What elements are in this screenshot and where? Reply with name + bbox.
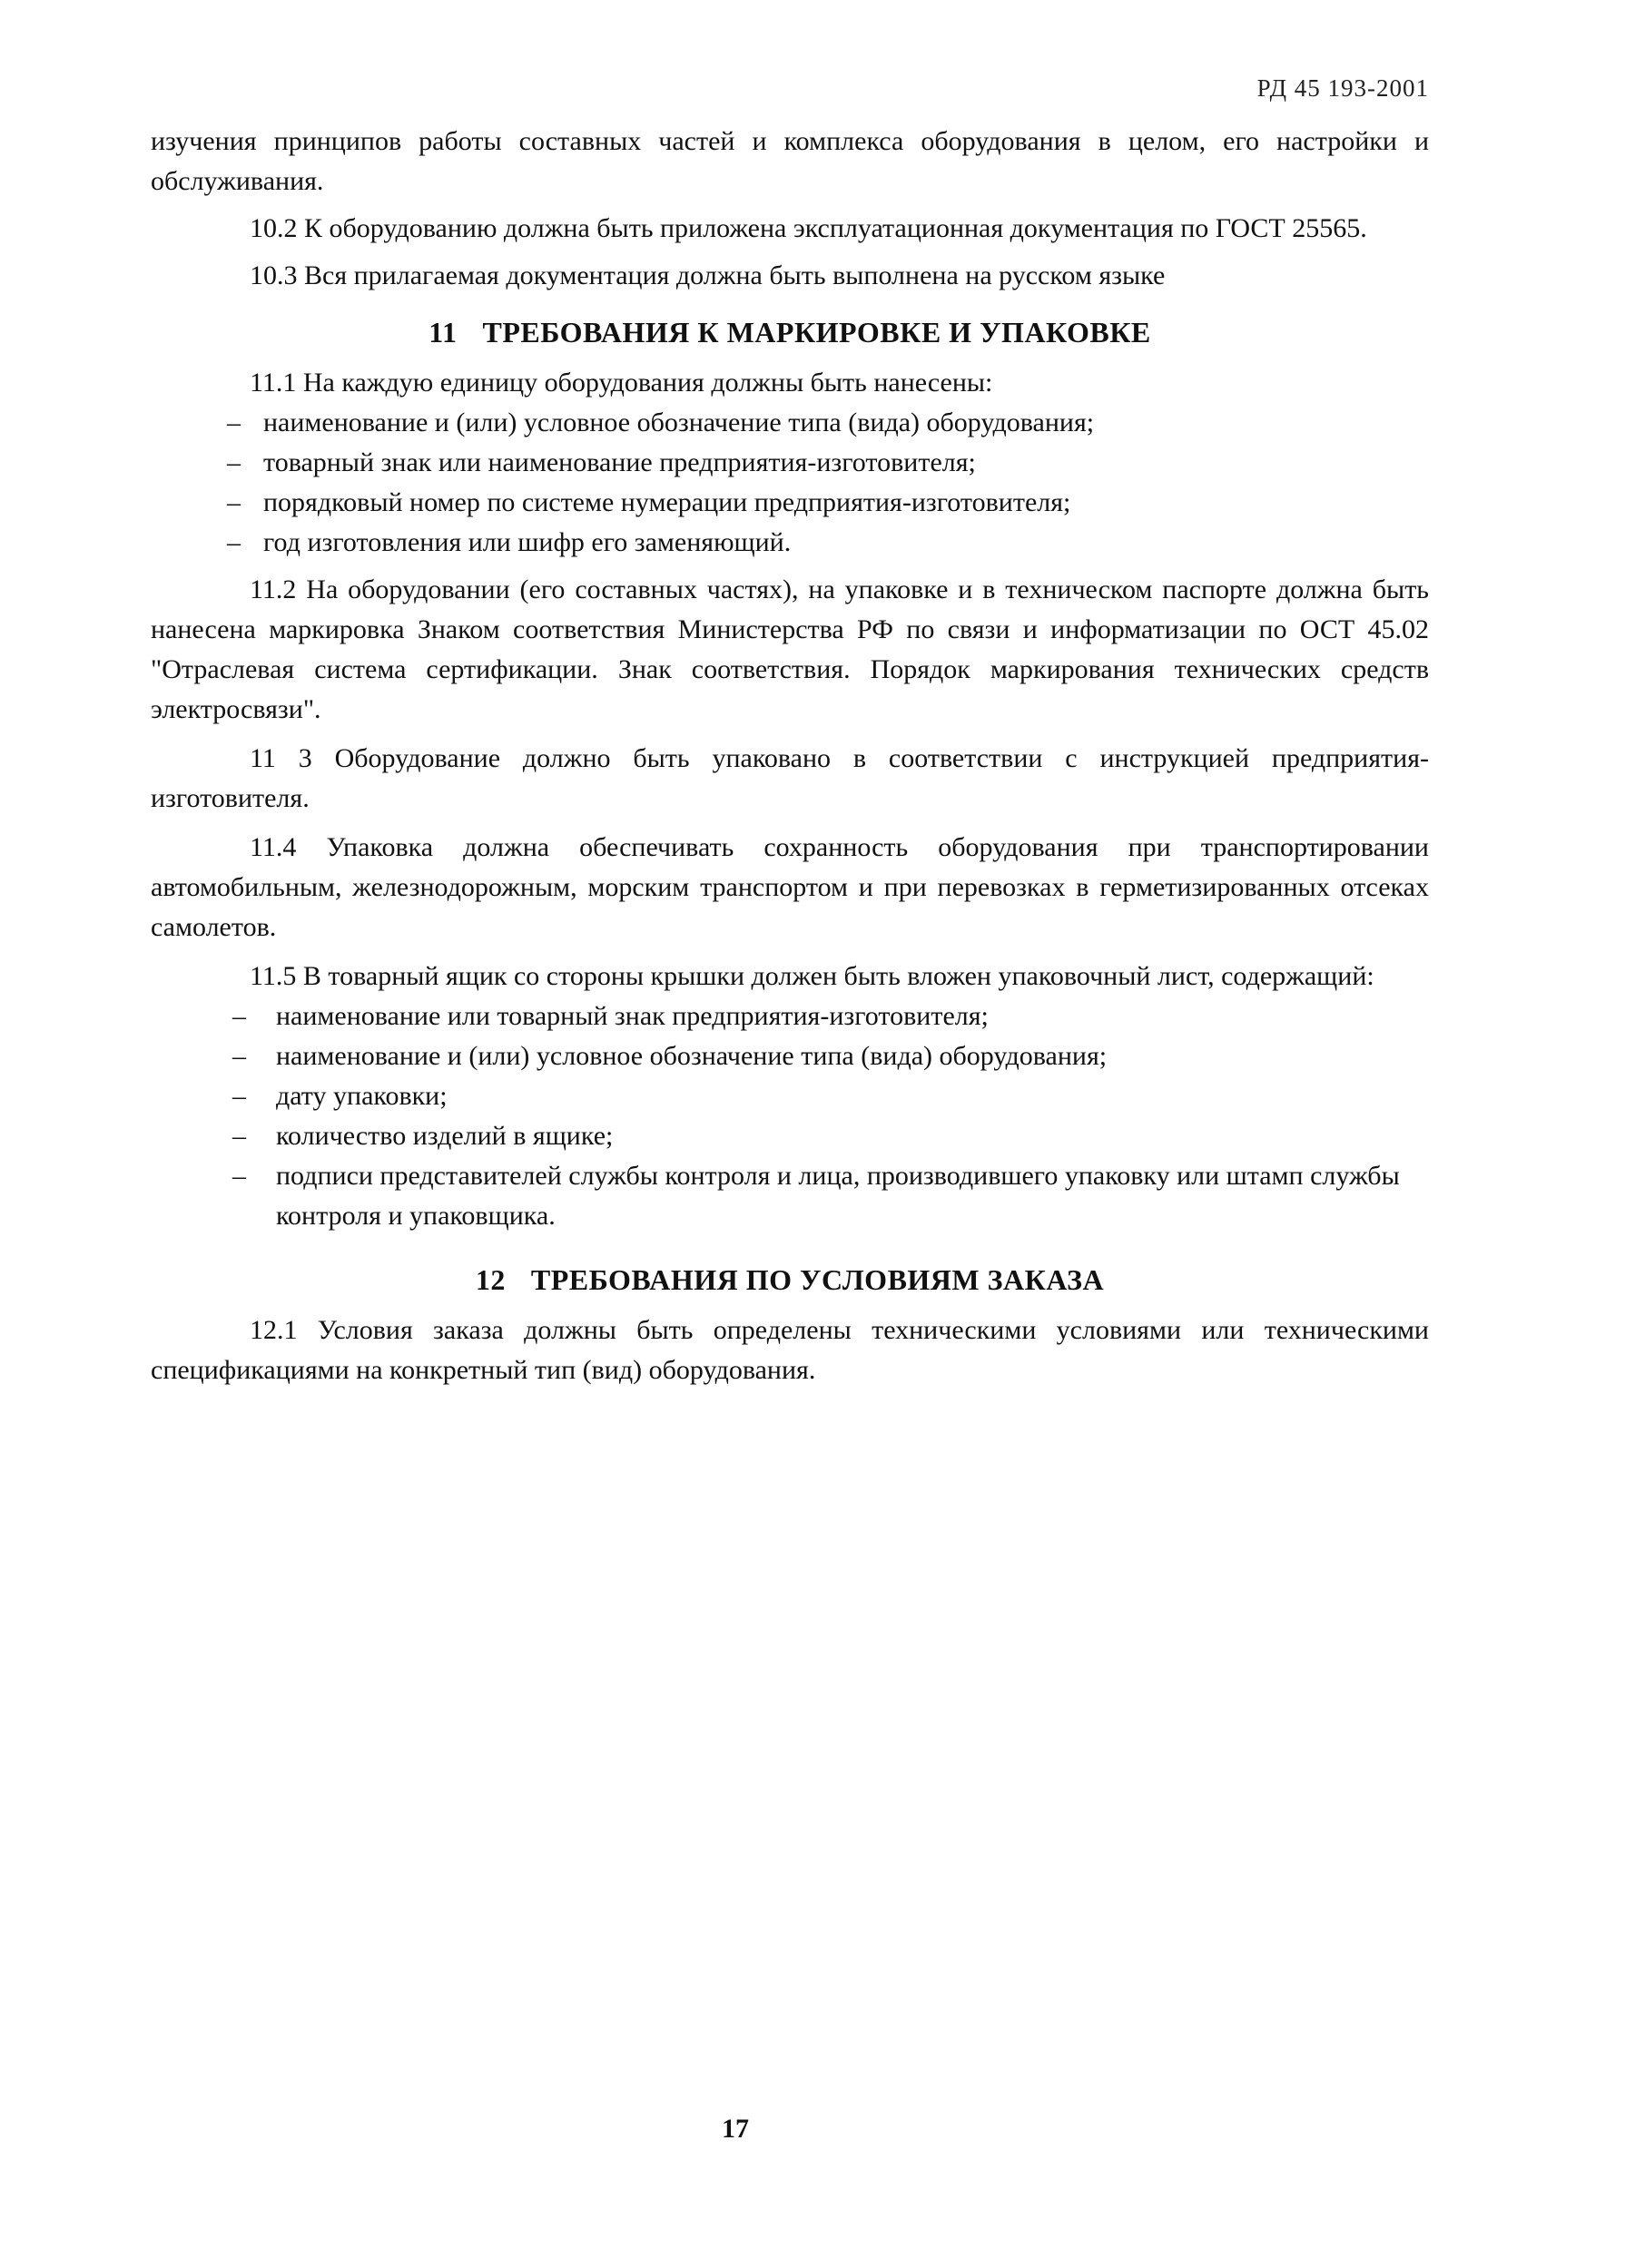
list-dash: – [232,1081,246,1111]
page-number: 17 [722,2114,749,2144]
list-item [151,997,1429,1036]
list-item [151,403,1429,443]
list-dash: – [232,1041,246,1071]
list-item-text: наименование или товарный знак предприятия-изготовителя; [276,1001,989,1031]
list-item-text: количество изделий в ящике; [276,1121,614,1151]
paragraph-11-2: 11.2 На оборудовании (его составных частях), на упаковке и в техническом паспорте должна быть нанесена маркировка Знаком соответствия Министерства РФ по связи и информатизации по ОСТ 45.02 "Отраслевая система сертификации. Знак соответствия. Порядок маркирования технических средств электросвязи". [151,574,1429,724]
list-item [151,1076,1429,1116]
paragraph-continuation: изучения принципов работы составных частей и комплекса оборудования в целом, его настройки и обслуживания. [151,126,1429,196]
list-item-text: наименование и (или) условное обозначение типа (вида) оборудования; [276,1041,1108,1071]
paragraph-11-5: 11.5 В товарный ящик со стороны крышки должен быть вложен упаковочный лист, содержащий: [250,961,1374,991]
paragraph-12-1: 12.1 Условия заказа должны быть определены техническими условиями или техническими спецификациями на конкретный тип (вид) оборудования. [151,1315,1429,1385]
list-item [151,443,1429,483]
list-item-text: товарный знак или наименование предприятия-изготовителя; [263,447,976,477]
list-item [151,523,1429,563]
section-11-number: 11 [428,316,458,349]
paragraph-10-3: 10.3 Вся прилагаемая документация должна быть выполнена на русском языке [250,260,1166,290]
list-dash: – [227,407,241,437]
document-code: РД 45 193-2001 [1256,74,1429,102]
list-dash: – [232,1161,246,1191]
list-dash: – [227,447,241,477]
section-12-title: ТРЕБОВАНИЯ ПО УСЛОВИЯМ ЗАКАЗА [530,1263,1105,1296]
document-body [151,122,1429,1390]
list-dash: – [232,1001,246,1031]
section-12-heading [151,1260,1429,1300]
list-item-text: дату упаковки; [276,1081,448,1111]
list-item [151,1036,1429,1076]
paragraph-11-4: 11.4 Упаковка должна обеспечивать сохранность оборудования при транспортировании автомобильным, железнодорожным, морским транспортом и при перевозках в герметизированных отсеках самолетов. [151,832,1429,942]
list-dash: – [232,1121,246,1151]
section-11-title: ТРЕБОВАНИЯ К МАРКИРОВКЕ И УПАКОВКЕ [482,316,1151,349]
list-item-text: год изготовления или шифр его заменяющий. [263,527,792,557]
list-11-1 [151,403,1429,563]
section-12-number: 12 [475,1263,506,1296]
list-dash: – [227,527,241,557]
list-11-5 [151,997,1429,1236]
paragraph-11-1: 11.1 На каждую единицу оборудования должны быть нанесены: [250,368,993,398]
list-item-text: порядковый номер по системе нумерации предприятия-изготовителя; [263,487,1071,517]
list-item [151,1116,1429,1156]
list-item-text: подписи представителей службы контроля и лица, производившего упаковку или штамп службы контроля и упаковщика. [276,1161,1400,1231]
list-item [151,1156,1429,1236]
list-dash: – [227,487,241,517]
section-11-heading [151,312,1429,352]
paragraph-10-2: 10.2 К оборудованию должна быть приложена эксплуатационная документация по ГОСТ 25565. [250,213,1367,243]
paragraph-11-3: 11 3 Оборудование должно быть упаковано в соответствии с инструкцией предприятия-изготовителя. [151,743,1429,813]
list-item-text: наименование и (или) условное обозначение типа (вида) оборудования; [263,407,1095,437]
list-item [151,483,1429,523]
